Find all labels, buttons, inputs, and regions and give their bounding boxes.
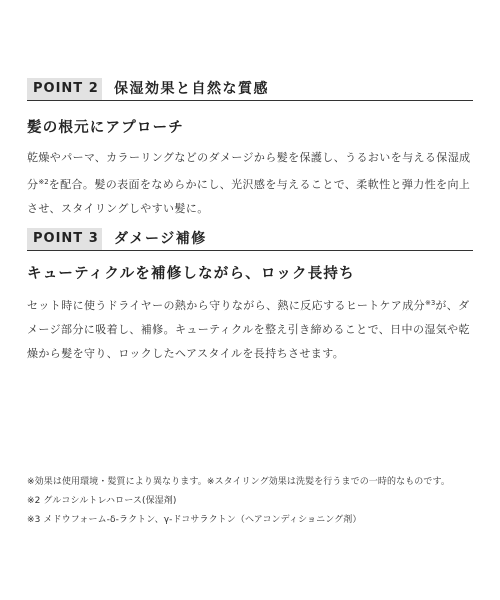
footnote-general: ※効果は使用環境・髪質により異なります。※スタイリング効果は洗髪を行うまでの一時的なものです。 [27,477,450,487]
point-3-body-text-b: が、ダメージ部分に吸着し、補修。キューティクルを整え引き締めることで、日中の湿気や乾燥から髪を守り、ロックしたヘアスタイルを長持ちさせます。 [27,299,470,360]
point-3-body-text-a: セット時に使うドライヤーの熱から守りながら、熱に反応するヒートケア成分 [27,299,426,312]
point-2-subheading: 髪の根元にアプローチ [27,120,184,136]
point-2-tag: POINT 2 [27,78,102,100]
point-3-tag: POINT 3 [27,228,102,250]
point-3-subheading: キューティクルを補修しながら、ロック長持ち [27,266,355,282]
point-3-header [27,228,473,250]
footnotes [27,473,477,530]
point-2-body [27,146,475,221]
point-2-body-text-a: 乾燥やパーマ、カラーリングなどのダメージから髪を保護し、うるおいを与える保湿成分 [27,151,471,191]
point-2-underline [27,100,473,101]
point-2-footnote-ref: ※2 [38,178,49,186]
point-3-body [27,291,475,366]
point-3-footnote-ref: ※3 [425,299,436,307]
point-3-title: ダメージ補修 [114,231,207,247]
footnote-2: ※2 グルコシルトレハロース(保湿剤) [27,496,177,506]
point-2-title: 保湿効果と自然な質感 [114,81,269,97]
point-2-body-text-b: を配合。髪の表面をなめらかにし、光沢感を与えることで、柔軟性と弾力性を向上させ、スタイリングしやすい髪に。 [27,178,471,215]
point-3-underline [27,250,473,251]
point-2-header [27,78,473,100]
footnote-3: ※3 メドウフォーム-δ-ラクトン、γ-ドコサラクトン（ヘアコンディショニング剤） [27,515,362,525]
